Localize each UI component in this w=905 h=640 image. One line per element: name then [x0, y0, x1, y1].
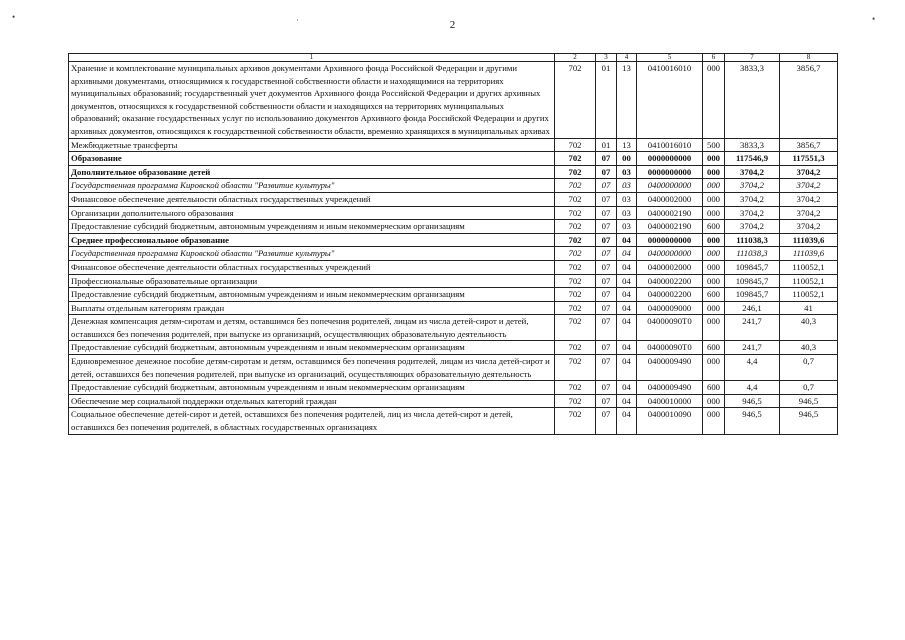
cell-expense-type: 000: [703, 233, 725, 247]
cell-section: 07: [596, 288, 617, 302]
cell-amount-year2: 3704,2: [780, 165, 838, 179]
cell-admin: 702: [555, 179, 596, 193]
cell-amount-year2: 3856,7: [780, 62, 838, 139]
cell-target: 0400002000: [637, 192, 703, 206]
cell-subsection: 00: [617, 152, 637, 166]
cell-section: 07: [596, 315, 617, 341]
cell-name: Предоставление субсидий бюджетным, автономным учреждениям и иным некоммерческим организациям: [69, 220, 555, 234]
cell-admin: 702: [555, 138, 596, 152]
scan-speck: •: [872, 14, 876, 24]
cell-name: Межбюджетные трансферты: [69, 138, 555, 152]
cell-section: 07: [596, 260, 617, 274]
cell-amount-year1: 946,5: [725, 394, 780, 408]
cell-admin: 702: [555, 408, 596, 434]
cell-subsection: 03: [617, 206, 637, 220]
table-row: [69, 341, 838, 355]
cell-section: 07: [596, 274, 617, 288]
cell-name: Среднее профессиональное образование: [69, 233, 555, 247]
table-row: [69, 394, 838, 408]
cell-name: Предоставление субсидий бюджетным, автономным учреждениям и иным некоммерческим организациям: [69, 341, 555, 355]
cell-section: 07: [596, 394, 617, 408]
cell-section: 07: [596, 179, 617, 193]
cell-expense-type: 600: [703, 220, 725, 234]
cell-target: 0400010000: [637, 394, 703, 408]
table-row: [69, 260, 838, 274]
cell-amount-year1: 4,4: [725, 381, 780, 395]
cell-amount-year2: 40,3: [780, 315, 838, 341]
cell-amount-year2: 946,5: [780, 394, 838, 408]
cell-expense-type: 000: [703, 192, 725, 206]
cell-section: 07: [596, 192, 617, 206]
table-row: [69, 247, 838, 261]
cell-expense-type: 000: [703, 260, 725, 274]
cell-expense-type: 000: [703, 247, 725, 261]
cell-target: 0400009490: [637, 355, 703, 381]
cell-expense-type: 600: [703, 381, 725, 395]
cell-amount-year2: 3704,2: [780, 179, 838, 193]
scan-speck: •: [12, 12, 16, 22]
cell-expense-type: 000: [703, 394, 725, 408]
cell-admin: 702: [555, 206, 596, 220]
cell-target: 0400009490: [637, 381, 703, 395]
cell-expense-type: 000: [703, 315, 725, 341]
cell-subsection: 03: [617, 165, 637, 179]
cell-section: 07: [596, 341, 617, 355]
header-cell: 1: [69, 54, 555, 62]
cell-admin: 702: [555, 165, 596, 179]
cell-amount-year1: 246,1: [725, 301, 780, 315]
cell-amount-year2: 110052,1: [780, 274, 838, 288]
cell-amount-year1: 3704,2: [725, 192, 780, 206]
cell-section: 07: [596, 206, 617, 220]
table-row: [69, 288, 838, 302]
table-row: [69, 138, 838, 152]
cell-target: 0000000000: [637, 152, 703, 166]
cell-expense-type: 500: [703, 138, 725, 152]
cell-amount-year1: 3704,2: [725, 179, 780, 193]
cell-target: 0000000000: [637, 165, 703, 179]
cell-name: Образование: [69, 152, 555, 166]
cell-section: 07: [596, 408, 617, 434]
cell-amount-year2: 3704,2: [780, 206, 838, 220]
cell-amount-year1: 3833,3: [725, 62, 780, 139]
cell-expense-type: 000: [703, 274, 725, 288]
cell-section: 07: [596, 233, 617, 247]
header-cell: 6: [703, 54, 725, 62]
cell-subsection: 04: [617, 394, 637, 408]
cell-admin: 702: [555, 192, 596, 206]
cell-name: Выплаты отдельным категориям граждан: [69, 301, 555, 315]
cell-target: 0400002190: [637, 220, 703, 234]
header-cell: 4: [617, 54, 637, 62]
cell-amount-year1: 109845,7: [725, 260, 780, 274]
cell-amount-year2: 41: [780, 301, 838, 315]
cell-amount-year1: 3704,2: [725, 165, 780, 179]
cell-subsection: 04: [617, 355, 637, 381]
cell-name: Профессиональные образовательные организации: [69, 274, 555, 288]
table-row: [69, 62, 838, 139]
cell-expense-type: 000: [703, 301, 725, 315]
cell-target: 0000000000: [637, 233, 703, 247]
cell-subsection: 03: [617, 220, 637, 234]
cell-amount-year2: 110052,1: [780, 260, 838, 274]
cell-amount-year1: 3704,2: [725, 220, 780, 234]
cell-section: 07: [596, 355, 617, 381]
table-row: [69, 408, 838, 434]
cell-subsection: 04: [617, 381, 637, 395]
cell-subsection: 04: [617, 301, 637, 315]
table-row: [69, 315, 838, 341]
table-row: [69, 381, 838, 395]
table-row: [69, 355, 838, 381]
cell-subsection: 13: [617, 138, 637, 152]
cell-section: 07: [596, 381, 617, 395]
cell-amount-year1: 241,7: [725, 315, 780, 341]
header-cell: 7: [725, 54, 780, 62]
header-row: [69, 54, 838, 62]
cell-section: 07: [596, 220, 617, 234]
table-row: [69, 179, 838, 193]
cell-name: Дополнительное образование детей: [69, 165, 555, 179]
cell-admin: 702: [555, 394, 596, 408]
cell-section: 07: [596, 152, 617, 166]
cell-expense-type: 600: [703, 341, 725, 355]
cell-subsection: 04: [617, 315, 637, 341]
cell-admin: 702: [555, 341, 596, 355]
cell-name: Хранение и комплектование муниципальных архивов документами Архивного фонда Российской Федерации и другими архивными документами, относящимися к государственной собственности области и находящимися на территориях муниципальных образований; государственный учет документов Архивного фонда Российской Федерации и других архивных документов, относящихся к государственной собственности области и находящихся на территориях муниципальных образований; оказание государственных услуг по использованию документов Архивного фонда Российской Федерации и других архивных документов, относящихся к государственной собственности области, временно хранящихся в муниципальных архивах: [69, 62, 555, 139]
cell-subsection: 13: [617, 62, 637, 139]
cell-expense-type: 000: [703, 355, 725, 381]
cell-amount-year1: 109845,7: [725, 274, 780, 288]
table-row: [69, 301, 838, 315]
page-number: 2: [449, 19, 456, 31]
cell-name: Предоставление субсидий бюджетным, автономным учреждениям и иным некоммерческим организациям: [69, 288, 555, 302]
cell-name: Социальное обеспечение детей-сирот и детей, оставшихся без попечения родителей, лиц из числа детей-сирот и детей, оставшихся без попечения родителей, в областных государственных организациях: [69, 408, 555, 434]
cell-amount-year2: 0,7: [780, 381, 838, 395]
cell-target: 0410016010: [637, 62, 703, 139]
cell-name: Государственная программа Кировской области "Развитие культуры": [69, 247, 555, 261]
cell-subsection: 04: [617, 274, 637, 288]
cell-amount-year1: 3704,2: [725, 206, 780, 220]
cell-amount-year1: 4,4: [725, 355, 780, 381]
cell-section: 07: [596, 165, 617, 179]
scan-speck: ·: [296, 15, 299, 25]
cell-target: 04000090Т0: [637, 341, 703, 355]
cell-name: Государственная программа Кировской области "Развитие культуры": [69, 179, 555, 193]
table-body: [69, 62, 838, 435]
cell-admin: 702: [555, 381, 596, 395]
cell-target: 0410016010: [637, 138, 703, 152]
cell-name: Финансовое обеспечение деятельности областных государственных учреждений: [69, 260, 555, 274]
cell-name: Финансовое обеспечение деятельности областных государственных учреждений: [69, 192, 555, 206]
cell-admin: 702: [555, 288, 596, 302]
cell-name: Обеспечение мер социальной поддержки отдельных категорий граждан: [69, 394, 555, 408]
cell-amount-year1: 109845,7: [725, 288, 780, 302]
cell-admin: 702: [555, 152, 596, 166]
cell-subsection: 03: [617, 179, 637, 193]
cell-amount-year1: 241,7: [725, 341, 780, 355]
table-row: [69, 220, 838, 234]
table-row: [69, 233, 838, 247]
cell-target: 0400002190: [637, 206, 703, 220]
cell-amount-year2: 111039,6: [780, 233, 838, 247]
cell-section: 07: [596, 247, 617, 261]
cell-section: 01: [596, 138, 617, 152]
cell-admin: 702: [555, 233, 596, 247]
cell-name: Единовременное денежное пособие детям-сиротам и детям, оставшимся без попечения родителей, лицам из числа детей-сирот и детей, оставшихся без попечения родителей, при выпуске из организаций, осуществляющих образовательную деятельность: [69, 355, 555, 381]
cell-name: Денежная компенсация детям-сиротам и детям, оставшимся без попечения родителей, лицам из числа детей-сирот и детей, оставшихся без попечения родителей, при выпуске из организаций, осуществляющих образовательную деятельность: [69, 315, 555, 341]
table-row: [69, 165, 838, 179]
header-cell: 5: [637, 54, 703, 62]
cell-expense-type: 600: [703, 288, 725, 302]
cell-expense-type: 000: [703, 152, 725, 166]
cell-expense-type: 000: [703, 206, 725, 220]
cell-admin: 702: [555, 315, 596, 341]
cell-amount-year1: 111038,3: [725, 247, 780, 261]
cell-admin: 702: [555, 260, 596, 274]
cell-subsection: 04: [617, 408, 637, 434]
table-row: [69, 152, 838, 166]
cell-amount-year1: 117546,9: [725, 152, 780, 166]
cell-amount-year1: 946,5: [725, 408, 780, 434]
table-row: [69, 206, 838, 220]
cell-name: Предоставление субсидий бюджетным, автономным учреждениям и иным некоммерческим организациям: [69, 381, 555, 395]
cell-subsection: 04: [617, 288, 637, 302]
cell-target: 0400009000: [637, 301, 703, 315]
cell-amount-year1: 3833,3: [725, 138, 780, 152]
header-cell: 2: [555, 54, 596, 62]
cell-expense-type: 000: [703, 165, 725, 179]
cell-expense-type: 000: [703, 62, 725, 139]
cell-section: 07: [596, 301, 617, 315]
cell-admin: 702: [555, 62, 596, 139]
cell-expense-type: 000: [703, 179, 725, 193]
cell-expense-type: 000: [703, 408, 725, 434]
cell-amount-year2: 40,3: [780, 341, 838, 355]
cell-amount-year2: 117551,3: [780, 152, 838, 166]
cell-amount-year1: 111038,3: [725, 233, 780, 247]
cell-section: 01: [596, 62, 617, 139]
cell-amount-year2: 110052,1: [780, 288, 838, 302]
cell-admin: 702: [555, 301, 596, 315]
cell-target: 0400000000: [637, 247, 703, 261]
cell-admin: 702: [555, 355, 596, 381]
cell-subsection: 04: [617, 260, 637, 274]
cell-target: 0400000000: [637, 179, 703, 193]
cell-target: 0400002200: [637, 288, 703, 302]
cell-subsection: 04: [617, 247, 637, 261]
cell-target: 0400002200: [637, 274, 703, 288]
cell-target: 0400002000: [637, 260, 703, 274]
cell-admin: 702: [555, 247, 596, 261]
cell-subsection: 04: [617, 233, 637, 247]
cell-amount-year2: 0,7: [780, 355, 838, 381]
cell-subsection: 03: [617, 192, 637, 206]
cell-name: Организации дополнительного образования: [69, 206, 555, 220]
header-cell: 3: [596, 54, 617, 62]
cell-amount-year2: 111039,6: [780, 247, 838, 261]
cell-target: 04000090Т0: [637, 315, 703, 341]
cell-amount-year2: 946,5: [780, 408, 838, 434]
table-row: [69, 274, 838, 288]
cell-amount-year2: 3704,2: [780, 220, 838, 234]
budget-table: [68, 53, 838, 435]
header-cell: 8: [780, 54, 838, 62]
cell-amount-year2: 3704,2: [780, 192, 838, 206]
cell-subsection: 04: [617, 341, 637, 355]
cell-admin: 702: [555, 274, 596, 288]
cell-admin: 702: [555, 220, 596, 234]
cell-amount-year2: 3856,7: [780, 138, 838, 152]
cell-target: 0400010090: [637, 408, 703, 434]
table-row: [69, 192, 838, 206]
